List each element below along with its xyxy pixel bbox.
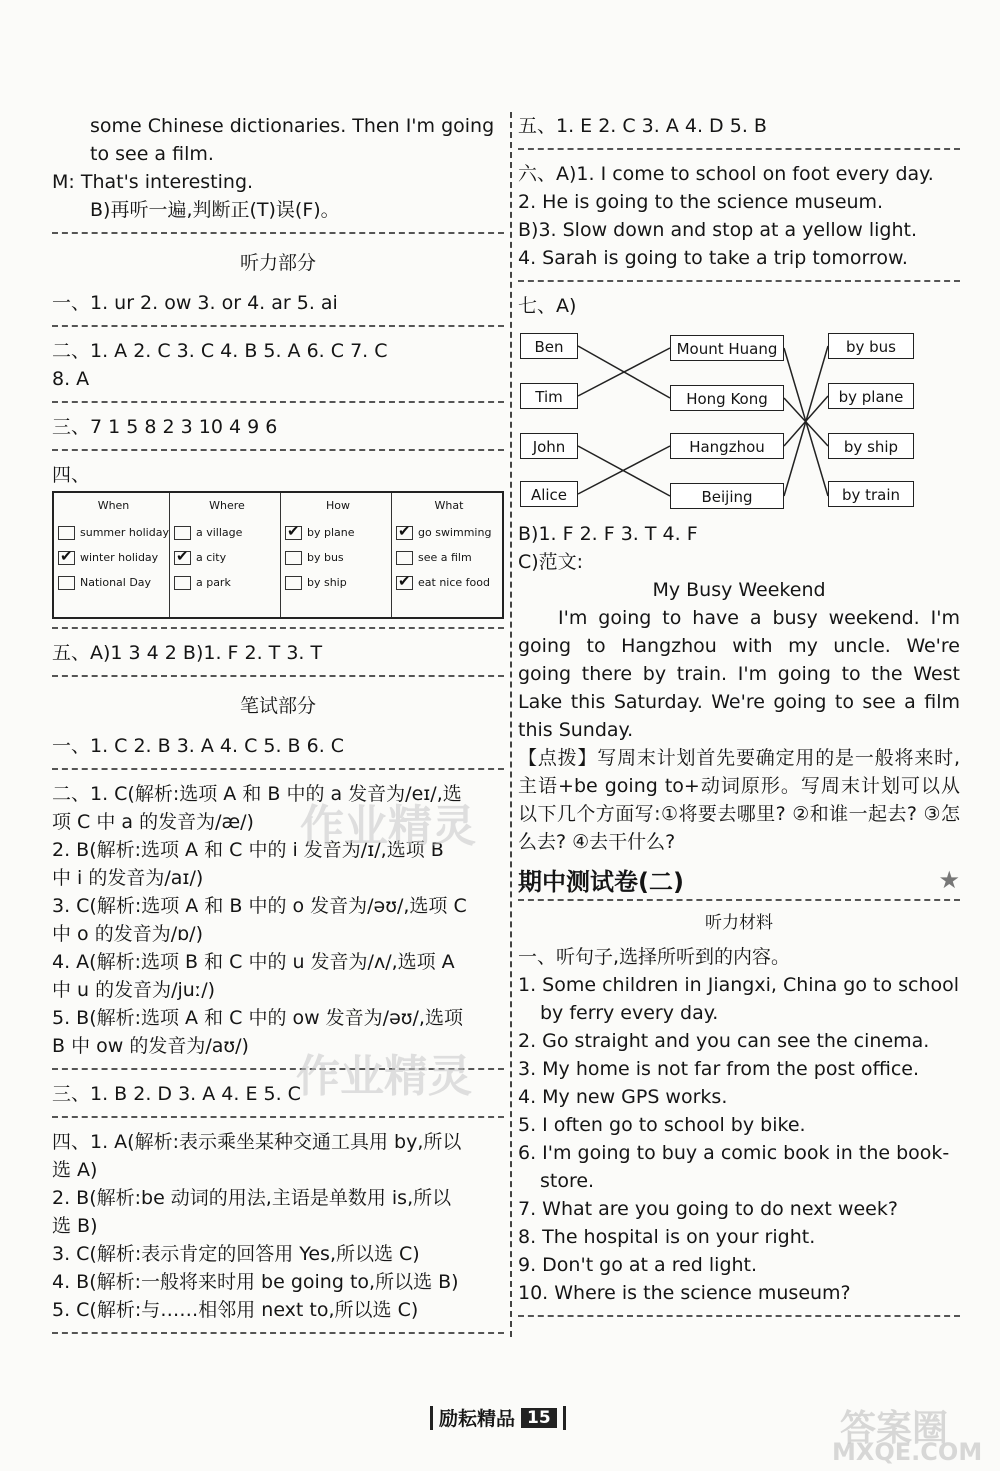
dashed-divider: [518, 148, 960, 150]
answer-line: 二、1. A 2. C 3. C 4. B 5. A 6. C 7. C: [52, 340, 388, 362]
text-line: B)再听一遍,判断正(T)误(F)。: [90, 199, 340, 221]
check-label: winter holiday: [80, 551, 159, 564]
check-label: eat nice food: [418, 576, 490, 589]
essay-text: I'm going to have a busy weekend. I'm going to Hangzhou with my uncle. We're going there by train. I'm going to the West Lake this Saturday. We're going to see a film this Sunday.: [518, 607, 960, 741]
checkbox-icon[interactable]: [285, 526, 302, 540]
check-label: a park: [195, 576, 231, 589]
listening-material-title: 听力材料: [705, 913, 773, 933]
table-column-what: [392, 493, 502, 617]
check-label: National Day: [80, 576, 152, 589]
table-column-where: [170, 493, 281, 617]
answer-line: 4. Sarah is going to take a trip tomorrow.: [518, 247, 908, 269]
right-column: [518, 112, 960, 1327]
watermark: 答案圈: [840, 1408, 949, 1449]
check-row: [285, 520, 391, 545]
check-label: by plane: [306, 526, 355, 539]
dashed-divider: [52, 675, 504, 677]
answer-line: 5. C(解析:与……相邻用 next to,所以选 C): [52, 1299, 419, 1321]
checkbox-icon[interactable]: [58, 526, 75, 540]
answer-line: C)范文:: [518, 551, 584, 573]
answer-line: B)1. F 2. F 3. T 4. F: [518, 523, 698, 545]
answer-line: 选 A): [52, 1159, 98, 1181]
checkbox-icon[interactable]: [174, 526, 191, 540]
watermark: 作业精灵: [296, 1051, 472, 1102]
page-footer: [424, 1404, 572, 1431]
answer-line: 四、1. A(解析:表示乘坐某种交通工具用 by,所以: [52, 1131, 462, 1153]
checkbox-icon[interactable]: [396, 526, 413, 540]
sentence-line: 7. What are you going to do next week?: [518, 1198, 898, 1220]
checkbox-icon[interactable]: [58, 551, 75, 565]
answer-line: 3. C(解析:选项 A 和 B 中的 o 发音为/əʊ/,选项 C: [52, 895, 467, 917]
sentence-line: by ferry every day.: [540, 1002, 719, 1024]
check-row: [174, 570, 280, 595]
page-number: 15: [521, 1408, 557, 1428]
footer-bar: [563, 1406, 566, 1430]
dashed-divider: [518, 1315, 960, 1317]
sentence-line: 8. The hospital is on your right.: [518, 1226, 816, 1248]
table-header: When: [97, 499, 130, 512]
sentence-line: 5. I often go to school by bike.: [518, 1114, 806, 1136]
sentence-line: 3. My home is not far from the post office.: [518, 1058, 920, 1080]
answer-line: 4. B(解析:一般将来时用 be going to,所以选 B): [52, 1271, 459, 1293]
answer-line: B 中 ow 的发音为/aʊ/): [52, 1035, 249, 1057]
answer-line: 4. A(解析:选项 B 和 C 中的 u 发音为/ʌ/,选项 A: [52, 951, 455, 973]
answer-line: 五、1. E 2. C 3. A 4. D 5. B: [518, 115, 767, 137]
answer-line: 四、: [52, 464, 91, 486]
table-header: What: [434, 499, 464, 512]
check-row: [285, 545, 391, 570]
sentence-line: 9. Don't go at a red light.: [518, 1254, 758, 1276]
dashed-divider: [52, 401, 504, 403]
checkbox-icon[interactable]: [285, 576, 302, 590]
check-row: [285, 570, 391, 595]
sentence-line: 6. I'm going to buy a comic book in the book-: [518, 1142, 950, 1164]
place-box[interactable]: Hangzhou: [670, 433, 784, 459]
table-column-how: [281, 493, 392, 617]
table-header: Where: [209, 499, 245, 512]
test-title: 期中测试卷(二): [518, 868, 684, 896]
dashed-divider: [52, 325, 504, 327]
sentence-line: 1. Some children in Jiangxi, China go to school: [518, 974, 960, 996]
test-title-bar: [518, 862, 960, 897]
text-line: M: That's interesting.: [52, 171, 254, 193]
sentence-line: store.: [540, 1170, 595, 1192]
dashed-divider: [52, 627, 504, 629]
column-divider: [510, 112, 512, 1337]
text-line: some Chinese dictionaries. Then I'm going: [90, 115, 495, 137]
left-column: [52, 112, 504, 1344]
table-header: How: [325, 499, 350, 512]
answer-line: 七、A): [518, 295, 577, 317]
answer-line: 8. A: [52, 368, 90, 390]
match-line: [578, 348, 670, 396]
matching-diagram: [518, 326, 960, 514]
checkbox-icon[interactable]: [396, 551, 413, 565]
check-label: by bus: [306, 551, 344, 564]
place-box[interactable]: Mount Huang: [670, 335, 784, 361]
sentence-line: 2. Go straight and you can see the cinema.: [518, 1030, 930, 1052]
sentence-line: 4. My new GPS works.: [518, 1086, 728, 1108]
dashed-divider: [518, 899, 960, 901]
answer-line: 中 o 的发音为/ɒ/): [52, 923, 203, 945]
dashed-divider: [52, 449, 504, 451]
checkbox-icon[interactable]: [285, 551, 302, 565]
footer-brand: 励耘精品: [439, 1408, 516, 1430]
place-box[interactable]: Beijing: [670, 483, 784, 509]
checkbox-icon[interactable]: [58, 576, 75, 590]
answer-line: 选 B): [52, 1215, 98, 1237]
name-box[interactable]: Ben: [520, 333, 578, 359]
table-column-when: [54, 493, 170, 617]
check-row: [396, 570, 502, 595]
star-icon: ★: [938, 865, 960, 894]
watermark: 作业精灵: [300, 801, 476, 852]
check-label: a city: [195, 551, 227, 564]
check-row: [396, 545, 502, 570]
sentence-line: 10. Where is the science museum?: [518, 1282, 851, 1304]
text-line: to see a film.: [90, 143, 214, 165]
dashed-divider: [52, 1116, 504, 1118]
name-box[interactable]: Tim: [520, 383, 578, 409]
check-label: see a film: [418, 551, 472, 564]
check-label: summer holiday: [80, 526, 169, 539]
answer-line: 2. B(解析:选项 A 和 C 中的 i 发音为/ɪ/,选项 B: [52, 839, 444, 861]
watermark: MXQE.COM: [832, 1438, 983, 1466]
transport-box[interactable]: by train: [828, 481, 914, 507]
check-row: [58, 545, 169, 570]
place-box[interactable]: Hong Kong: [670, 385, 784, 411]
section-title-listening: 听力部分: [239, 252, 316, 274]
check-row: [58, 570, 169, 595]
checkbox-table: [52, 491, 504, 619]
answer-line: 六、A)1. I come to school on foot every day.: [518, 163, 934, 185]
name-box[interactable]: John: [520, 433, 578, 459]
check-row: [174, 520, 280, 545]
answer-line: 五、A)1 3 4 2 B)1. F 2. T 3. T: [52, 642, 323, 664]
transport-box[interactable]: by ship: [828, 433, 914, 459]
check-label: a village: [195, 526, 243, 539]
checkbox-icon[interactable]: [396, 576, 413, 590]
question-heading: 一、听句子,选择所听到的内容。: [518, 946, 791, 968]
transport-box[interactable]: by plane: [828, 383, 914, 409]
answer-line: 2. He is going to the science museum.: [518, 191, 884, 213]
name-box[interactable]: Alice: [520, 481, 578, 507]
answer-line: 一、1. C 2. B 3. A 4. C 5. B 6. C: [52, 735, 345, 757]
answer-line: 5. B(解析:选项 A 和 C 中的 ow 发音为/əʊ/,选项: [52, 1007, 463, 1029]
answer-line: 二、1. C(解析:选项 A 和 B 中的 a 发音为/eɪ/,选: [52, 783, 462, 805]
essay-title: My Busy Weekend: [652, 579, 826, 601]
check-label: by ship: [306, 576, 347, 589]
checkbox-icon[interactable]: [174, 576, 191, 590]
answer-line: 2. B(解析:be 动词的用法,主语是单数用 is,所以: [52, 1187, 452, 1209]
answer-line: 三、1. B 2. D 3. A 4. E 5. C: [52, 1083, 301, 1105]
checkbox-icon[interactable]: [174, 551, 191, 565]
transport-box[interactable]: by bus: [828, 333, 914, 359]
dashed-divider: [518, 280, 960, 282]
answer-line: 一、1. ur 2. ow 3. or 4. ar 5. ai: [52, 292, 338, 314]
dashed-divider: [52, 1332, 504, 1334]
answer-line: B)3. Slow down and stop at a yellow light.: [518, 219, 917, 241]
check-label: go swimming: [418, 526, 492, 539]
check-row: [396, 520, 502, 545]
answer-line: 项 C 中 a 的发音为/æ/): [52, 811, 254, 833]
tip-text: 【点拨】写周末计划首先要确定用的是一般将来时,主语+be going to+动词原形。写周末计划可以从以下几个方面写:①将要去哪里? ②和谁一起去? ③怎么去? ④去干什么?: [518, 747, 960, 853]
check-row: [174, 545, 280, 570]
dashed-divider: [52, 232, 504, 234]
dashed-divider: [52, 768, 504, 770]
answer-line: 3. C(解析:表示肯定的回答用 Yes,所以选 C): [52, 1243, 420, 1265]
section-title-written: 笔试部分: [239, 695, 316, 717]
answer-line: 三、7 1 5 8 2 3 10 4 9 6: [52, 416, 278, 438]
answer-line: 中 i 的发音为/aɪ/): [52, 867, 204, 889]
footer-bar: [430, 1406, 433, 1430]
check-row: [58, 520, 169, 545]
answer-line: 中 u 的发音为/juː/): [52, 979, 216, 1001]
